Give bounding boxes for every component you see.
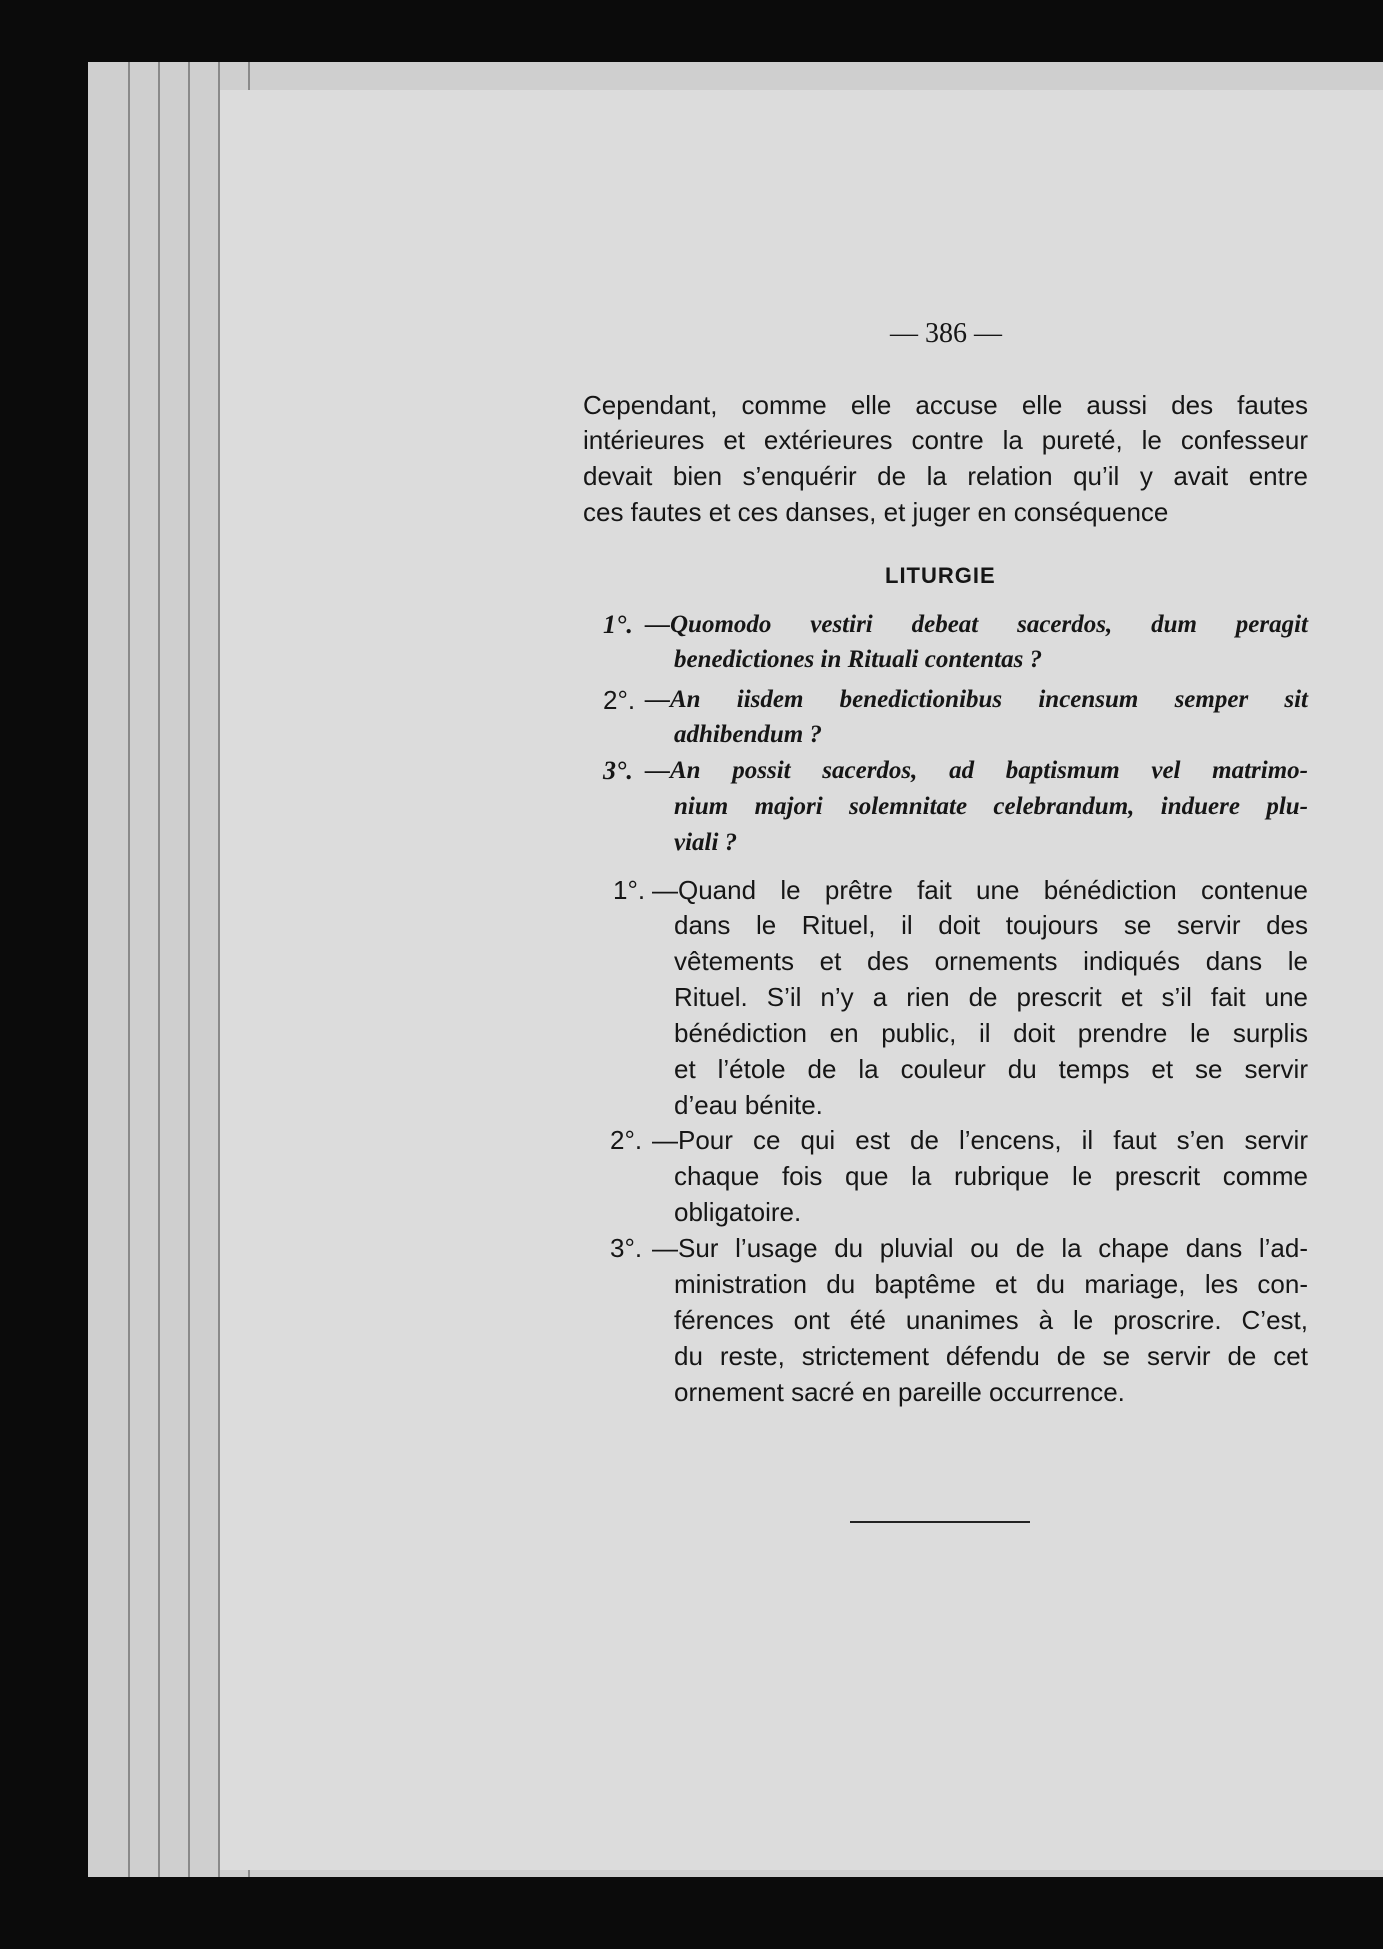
answer-line: —Pour ce qui est de l’encens, il faut s’en servir — [652, 1125, 1308, 1155]
answer-line: bénédiction en public, il doit prendre le surplis — [674, 1018, 1308, 1048]
intro-line: devait bien s’enquérir de la relation qu’il y avait entre — [583, 461, 1308, 491]
question-line: viali ? — [674, 829, 738, 856]
question-line: —Quomodo vestiri debeat sacerdos, dum peragit — [645, 611, 1308, 638]
intro-line: ces fautes et ces danses, et juger en conséquence — [583, 497, 1169, 527]
question-line: benedictiones in Rituali contentas ? — [674, 646, 1043, 673]
answer-line: férences ont été unanimes à le proscrire. C’est, — [674, 1305, 1308, 1335]
answer-line: —Quand le prêtre fait une bénédiction contenue — [652, 875, 1308, 905]
question-number: 2°. — [603, 685, 636, 715]
answer-line: d’eau bénite. — [674, 1090, 823, 1120]
answer-line: ministration du baptême et du mariage, les con- — [674, 1269, 1308, 1299]
answer-line: du reste, strictement défendu de se servir de cet — [674, 1341, 1308, 1371]
answer-line: vêtements et des ornements indiqués dans le — [674, 946, 1308, 976]
answer-line: Rituel. S’il n’y a rien de prescrit et s’il fait une — [674, 982, 1308, 1012]
answer-line: dans le Rituel, il doit toujours se servir des — [674, 910, 1308, 940]
answer-number: 1°. — [613, 875, 646, 905]
question-line: adhibendum ? — [674, 721, 822, 748]
intro-line: intérieures et extérieures contre la pureté, le confesseur — [583, 425, 1308, 455]
question-number: 3°. — [603, 756, 633, 785]
question-number: 1°. — [603, 610, 633, 639]
page-number: — 386 — — [890, 318, 1002, 349]
answer-number: 3°. — [610, 1233, 643, 1263]
section-heading: LITURGIE — [885, 563, 996, 588]
question-line: —An possit sacerdos, ad baptismum vel matrimo- — [645, 757, 1308, 784]
answer-line: obligatoire. — [674, 1197, 802, 1227]
closing-rule — [850, 1521, 1030, 1523]
answer-line: ornement sacré en pareille occurrence. — [674, 1377, 1125, 1407]
answer-line: chaque fois que la rubrique le prescrit comme — [674, 1161, 1308, 1191]
answer-number: 2°. — [610, 1125, 643, 1155]
question-line: nium majori solemnitate celebrandum, induere plu- — [674, 793, 1308, 820]
answer-line: —Sur l’usage du pluvial ou de la chape dans l’ad- — [652, 1233, 1308, 1263]
answer-line: et l’étole de la couleur du temps et se servir — [674, 1054, 1308, 1084]
intro-line: Cependant, comme elle accuse elle aussi des fautes — [583, 390, 1308, 420]
question-line: —An iisdem benedictionibus incensum semper sit — [645, 686, 1308, 713]
